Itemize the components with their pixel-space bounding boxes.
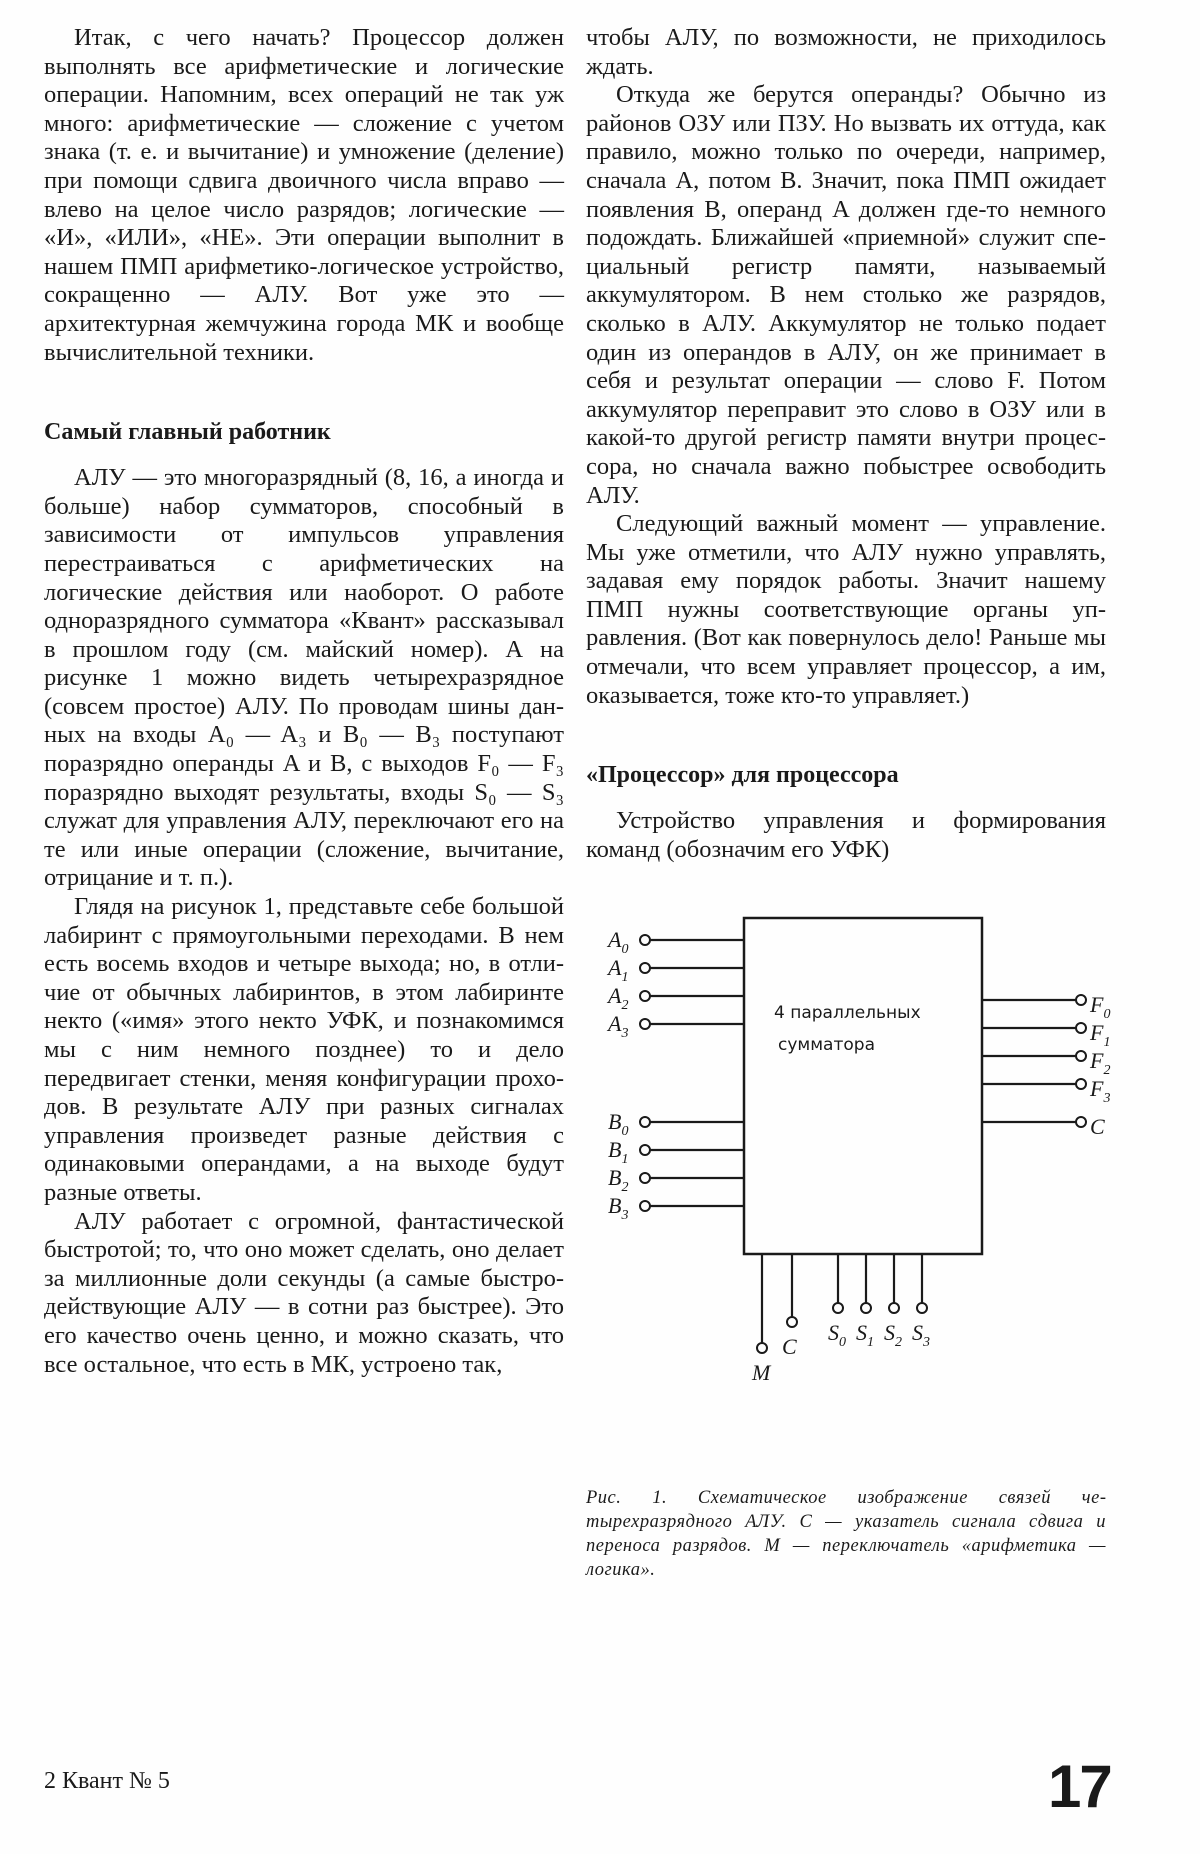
adder-block bbox=[744, 918, 982, 1254]
input-a1-label: $A_1$ bbox=[608, 955, 629, 986]
output-f2-terminal bbox=[1076, 1051, 1086, 1061]
paragraph: чтобы АЛУ, по возможности, не приходилось ждать. bbox=[586, 24, 1106, 80]
input-b3-label: $B_3$ bbox=[608, 1193, 629, 1224]
alu-diagram-svg bbox=[586, 898, 1111, 1478]
control-s0-label: $S_0$ bbox=[828, 1320, 846, 1351]
alu-diagram bbox=[586, 898, 1111, 1478]
paragraph: АЛУ работает с огромной, фантастической быстротой; то, что оно может сделать, оно делает за миллионные доли секунды (а самые быстродействующие АЛУ — в сотни раз быстрее). Это его качество очень ценно, и можно сказать, что все остальное, что есть в МК, устроено так, bbox=[44, 1207, 564, 1378]
section-heading: Самый главный работник bbox=[44, 419, 331, 446]
left-column bbox=[44, 24, 564, 1379]
output-f0-label: $F_0$ bbox=[1090, 992, 1111, 1023]
block-label-line2: сумматора bbox=[778, 1035, 875, 1056]
control-s2-label: $S_2$ bbox=[884, 1320, 902, 1351]
input-b0-terminal bbox=[640, 1117, 650, 1127]
output-f1-label: $F_1$ bbox=[1090, 1020, 1111, 1051]
input-m-terminal bbox=[757, 1343, 767, 1353]
control-s2-terminal bbox=[889, 1303, 899, 1313]
paragraph: Следующий важный момент — управление. Мы уже отметили, что АЛУ нужно управлять, задавая ему порядок работы. Значит нашему ПМП нужны соответствующие органы управления. (Вот как повернулось дело! Раньше мы отмечали, что всем управляет процессор, а им, оказывается, тоже кто-то управляет.) bbox=[586, 510, 1106, 709]
input-b2-label: $B_2$ bbox=[608, 1165, 629, 1196]
paragraph: Устройство управления и формирования команд (обозначим его УФК) bbox=[586, 807, 1106, 863]
output-f3-label: $F_3$ bbox=[1090, 1076, 1111, 1107]
right-column bbox=[586, 24, 1111, 1582]
input-b1-label: $B_1$ bbox=[608, 1137, 629, 1168]
block-label-line1: 4 параллельных bbox=[774, 1003, 921, 1024]
input-a0-terminal bbox=[640, 935, 650, 945]
input-a2-label: $A_2$ bbox=[608, 983, 629, 1014]
input-b0-label: $B_0$ bbox=[608, 1109, 629, 1140]
control-s3-label: $S_3$ bbox=[912, 1320, 930, 1351]
output-f2-label: $F_2$ bbox=[1090, 1048, 1111, 1079]
output-c-terminal bbox=[1076, 1117, 1086, 1127]
output-f1-terminal bbox=[1076, 1023, 1086, 1033]
paragraph: АЛУ — это многоразрядный (8, 16, а иногда и больше) набор сумматоров, способный в зависимости от импульсов управления перестраиваться с арифметических на логические действия или наоборот. О работе одноразрядного сумматора «Квант» рассказывал в прошлом году (см. майский номер). А на рисунке 1 можно видеть четырехразрядное (совсем простое) АЛУ. По проводам шины данных на входы A₀ — A₃ и B₀ — B₃ поступают поразрядно операнды A и B, с выходов F₀ — F₃ поразрядно выходят результаты, входы S₀ — S₃ служат для управления АЛУ, переключают его на те или иные операции (сложение, вычитание, отрицание и т. п.). bbox=[44, 464, 564, 892]
paragraph: Итак, с чего начать? Процессор должен выполнять все арифметические и логические операции. Напомним, всех операций не так уж много: арифметические — сложение с учетом знака (т. е. и вычитание) и умножение (деление) при помощи сдвига двоичного числа вправо — влево на целое число разрядов; логические — «И», «ИЛИ», «НЕ». Эти операции выполнит в нашем ПМП арифметико-логическое устройство, сокращенно — АЛУ. Вот уже это — архитектурная жемчужина города МК и вообще вычислительной техники. bbox=[44, 24, 564, 366]
figure-caption: Рис. 1. Схематическое изображение связей четырехразрядного АЛУ. С — указатель сигнала сдвига и переноса разрядов. М — переключатель «арифметика — логика». bbox=[586, 1488, 1106, 1581]
input-b3-terminal bbox=[640, 1201, 650, 1211]
section-heading: «Процессор» для процессора bbox=[586, 762, 899, 789]
footer-issue: 2 Квант № 5 bbox=[44, 1768, 170, 1794]
output-f0-terminal bbox=[1076, 995, 1086, 1005]
control-s1-label: $S_1$ bbox=[856, 1320, 874, 1351]
paragraph: Глядя на рисунок 1, представьте себе большой лабиринт с прямоугольными переходами. В нем есть восемь входов и четыре выхода; но, в отличие от обычных лабиринтов, в этом лабиринте некто («имя» этого некто УФК, и познакомимся мы с ним немного позднее) то и дело передвигает стенки, меняя конфигурации проходов. В результате АЛУ при разных сигналах управления произведет разные действия с одинаковыми операндами, а на выходе будут разные ответы. bbox=[44, 893, 564, 1206]
control-s3-terminal bbox=[917, 1303, 927, 1313]
page-number: 17 bbox=[1048, 1753, 1111, 1820]
input-a3-terminal bbox=[640, 1019, 650, 1029]
input-b1-terminal bbox=[640, 1145, 650, 1155]
paragraph: Откуда же берутся операнды? Обычно из районов ОЗУ или ПЗУ. Но вызвать их оттуда, как правило, можно только по очереди, например, сначала A, потом B. Значит, пока ПМП ожидает появления B, операнд A должен где-то немного подождать. Ближайшей «приемной» служит специальный регистр памяти, называемый аккумулятором. В нем столько же разрядов, сколько в АЛУ. Аккумулятор не только подает один из операндов в АЛУ, он же принимает в себя и результат операции — слово F. Потом аккумулятор переправит это слово в ОЗУ или в какой-то другой регистр памяти внутри процессора, но сначала важно побыстрее освободить АЛУ. bbox=[586, 81, 1106, 509]
input-c-terminal bbox=[787, 1317, 797, 1327]
input-b2-terminal bbox=[640, 1173, 650, 1183]
input-a1-terminal bbox=[640, 963, 650, 973]
input-m-label: M bbox=[752, 1360, 771, 1386]
input-c-label: C bbox=[782, 1334, 797, 1360]
control-s1-terminal bbox=[861, 1303, 871, 1313]
output-f3-terminal bbox=[1076, 1079, 1086, 1089]
control-s0-terminal bbox=[833, 1303, 843, 1313]
output-c-label: C bbox=[1090, 1114, 1105, 1140]
pin-group bbox=[606, 927, 1110, 1385]
input-a3-label: $A_3$ bbox=[608, 1011, 629, 1042]
input-a2-terminal bbox=[640, 991, 650, 1001]
input-a0-label: $A_0$ bbox=[608, 927, 629, 958]
